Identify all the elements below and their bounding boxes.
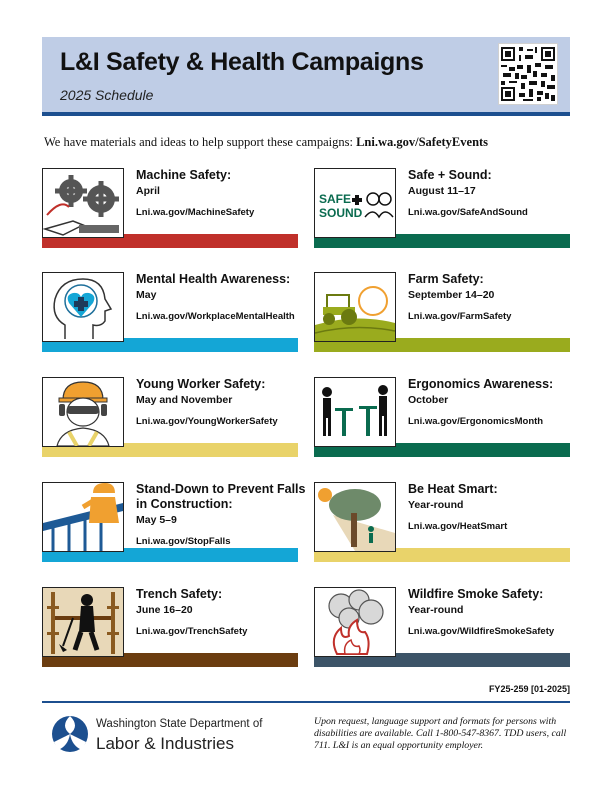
campaign-farm-safety: [314, 272, 570, 352]
campaign-link[interactable]: Lni.wa.gov/WildfireSmokeSafety: [408, 626, 555, 637]
page-title: L&I Safety & Health Campaigns: [60, 48, 424, 76]
campaign-date: October: [408, 394, 449, 406]
trench-worker-icon: [42, 587, 124, 657]
lni-logo-icon: [50, 712, 90, 756]
campaign-title: Wildfire Smoke Safety: Year-round Lni.wa.gov/WildfireSmokeSafety: [408, 587, 578, 639]
campaign-young-worker: [42, 377, 298, 457]
campaign-date: September 14–20: [408, 289, 495, 301]
tree-sun-icon: [314, 482, 396, 552]
campaign-link[interactable]: Lni.wa.gov/SafeAndSound: [408, 207, 528, 218]
campaign-title: Machine Safety: April Lni.wa.gov/MachineSafety: [136, 168, 306, 220]
campaign-machine-safety: [42, 168, 298, 248]
ergonomics-desk-icon: [314, 377, 396, 447]
campaign-date: June 16–20: [136, 604, 193, 616]
logo-line-1: Washington State Department of: [96, 718, 263, 730]
campaign-date: May: [136, 289, 157, 301]
publication-code: FY25-259 [01-2025]: [488, 684, 570, 694]
campaign-link[interactable]: Lni.wa.gov/TrenchSafety: [136, 626, 248, 637]
safe-sound-logo-icon: [314, 168, 396, 238]
campaign-date: Year-round: [408, 499, 464, 511]
campaign-title: Stand-Down to Prevent Falls in Construction: May 5–9 Lni.wa.gov/StopFalls: [136, 482, 306, 547]
campaign-link[interactable]: Lni.wa.gov/FarmSafety: [408, 311, 512, 322]
safe-logo-text: SAFE: [319, 192, 352, 206]
footer-divider: [42, 701, 570, 703]
campaign-date: August 11–17: [408, 185, 476, 197]
campaign-date: May 5–9: [136, 514, 177, 526]
header-banner: [42, 37, 570, 116]
campaign-safe-and-sound: [314, 168, 570, 248]
campaign-title: Young Worker Safety: May and November Lni.wa.gov/YoungWorkerSafety: [136, 377, 306, 429]
campaign-trench-safety: [42, 587, 298, 667]
campaign-link[interactable]: Lni.wa.gov/WorkplaceMentalHealth: [136, 311, 295, 322]
campaign-title: Ergonomics Awareness: October Lni.wa.gov/ErgonomicsMonth: [408, 377, 578, 429]
intro-text: We have materials and ideas to help support these campaigns: Lni.wa.gov/SafetyEvents: [44, 135, 489, 149]
agency-logo[interactable]: [50, 712, 290, 760]
campaign-title: Safe + Sound: August 11–17 Lni.wa.gov/SafeAndSound: [408, 168, 578, 220]
campaign-title: Trench Safety: June 16–20 Lni.wa.gov/TrenchSafety: [136, 587, 306, 639]
campaign-ergonomics: [314, 377, 570, 457]
tractor-sun-icon: [314, 272, 396, 342]
young-worker-icon: [42, 377, 124, 447]
campaign-link[interactable]: Lni.wa.gov/HeatSmart: [408, 521, 508, 532]
campaign-date: Year-round: [408, 604, 464, 616]
campaign-date: April: [136, 185, 160, 197]
sound-logo-text: SOUND: [319, 206, 363, 220]
campaign-date: May and November: [136, 394, 233, 406]
gears-hand-icon: [42, 168, 124, 238]
safety-events-link[interactable]: Lni.wa.gov/SafetyEvents: [356, 135, 489, 149]
logo-line-2: Labor & Industries: [96, 734, 234, 753]
campaign-link[interactable]: Lni.wa.gov/MachineSafety: [136, 207, 255, 218]
qr-code-icon[interactable]: [498, 43, 558, 105]
fall-protection-icon: [42, 482, 124, 552]
campaign-title: Be Heat Smart: Year-round Lni.wa.gov/HeatSmart: [408, 482, 578, 534]
campaign-link[interactable]: Lni.wa.gov/ErgonomicsMonth: [408, 416, 544, 427]
campaign-heat-smart: [314, 482, 570, 562]
campaign-title: Farm Safety: September 14–20 Lni.wa.gov/FarmSafety: [408, 272, 578, 324]
campaign-stand-down-falls: [42, 482, 306, 562]
page-subtitle: 2025 Schedule: [60, 87, 154, 103]
campaign-wildfire-smoke: [314, 587, 570, 667]
disclaimer-text: Upon request, language support and formats for persons with disabilities are available. Call 1-800-547-8367. TDD users, call 711. L&I is an equal opportunity employer.: [314, 716, 567, 751]
campaign-link[interactable]: Lni.wa.gov/StopFalls: [136, 536, 231, 547]
head-heart-icon: [42, 272, 124, 342]
campaign-title: Mental Health Awareness: May Lni.wa.gov/WorkplaceMentalHealth: [136, 272, 306, 324]
campaign-link[interactable]: Lni.wa.gov/YoungWorkerSafety: [136, 416, 278, 427]
wildfire-smoke-icon: [314, 587, 396, 657]
campaign-mental-health: [42, 272, 298, 352]
